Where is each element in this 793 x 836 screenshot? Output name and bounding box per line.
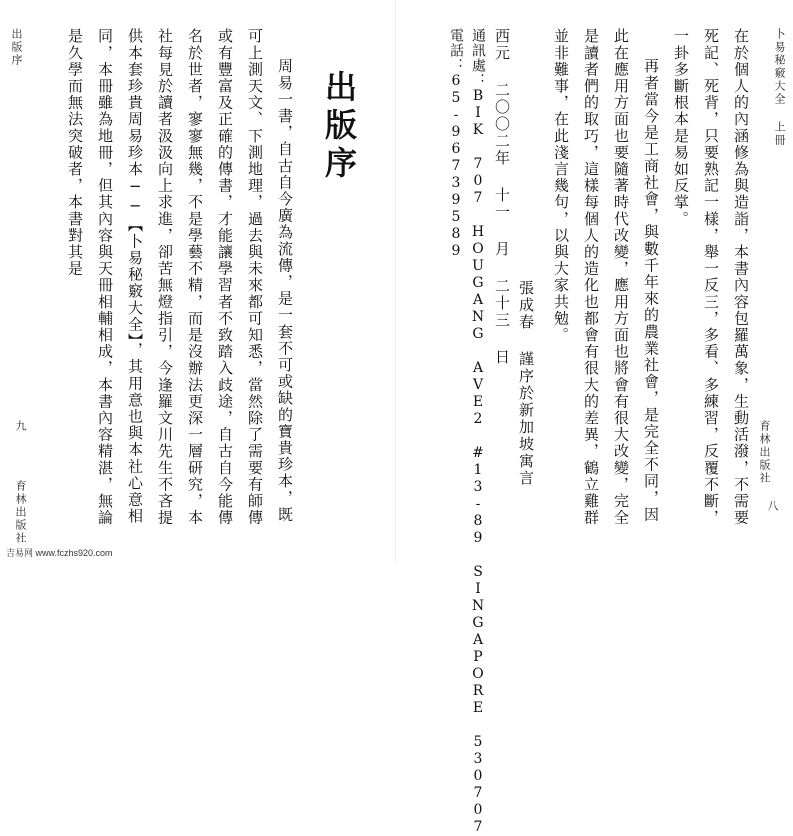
right-page-header: 卜易秘竅大全 上冊 — [773, 28, 786, 147]
left-footer-page: 九 — [14, 420, 27, 433]
contact-phone: 電話：65-96739589 — [448, 28, 464, 260]
preface-date: 西元 二〇〇二年 十一 月 二十三 日 — [493, 28, 511, 366]
preface-signoff: 張成春 謹序於新加坡寓言 — [517, 280, 535, 487]
right-page — [396, 0, 793, 836]
right-footer-publisher: 育林出版社 — [758, 420, 771, 485]
left-footer-publisher: 育林出版社 — [14, 480, 27, 545]
right-footer-page: 八 — [766, 500, 779, 513]
contact-address: 通訊處：BIK 707 HOUGANG AVE2 #13-89 SINGAPORE 530707 — [470, 28, 486, 836]
page-title: 出版序 — [320, 70, 358, 184]
right-paragraph-1: 在於個人的內涵修為與造詣，本書內容包羅萬象，生動活潑，不需要死記、死背，只要熟記一樣，舉一反三，多看、多練習，反覆不斷，一卦多斷根本是易如反掌。 — [672, 28, 750, 526]
left-page — [0, 0, 396, 563]
left-page-header: 出版序 — [10, 28, 23, 67]
right-paragraph-2: 再者當今是工商社會，與數千年來的農業社會，是完全不同，因此在應用方面也要隨著時代改變，應用方面也將會有很大改變，完全是讀者們的取巧，這樣每個人的造化也都會有很大的差異，鶴立雞群並非難事，在此淺言幾句，以與大家共勉。 — [552, 28, 660, 526]
website-watermark: 吉易网 www.fczhs920.com — [6, 548, 113, 558]
right-page-body — [536, 28, 756, 528]
left-paragraph-1: 周易一書，自古自今廣為流傳，是一套不可或缺的寶貴珍本，既可上測天文、下測地理，過去與未來都可知悉，當然除了需要有師傳或有豐富及正確的傳書，才能讓學習者不致踏入歧途，自古自今能傳名於世者，寥寥無幾，不是學藝不精，而是沒辦法更深一層研究，本社每見於讀者汲汲向上求進，卻苦無燈指引，今逢羅文川先生不吝提供本套珍貴周易珍本──【卜易秘竅大全】，其用意也與本社心意相同，本冊雖為地冊，但其內容與天冊相輔相成，本書內容精湛，無論是久學而無法突破者，本書對其是 — [66, 28, 294, 526]
left-page-body — [44, 28, 300, 528]
